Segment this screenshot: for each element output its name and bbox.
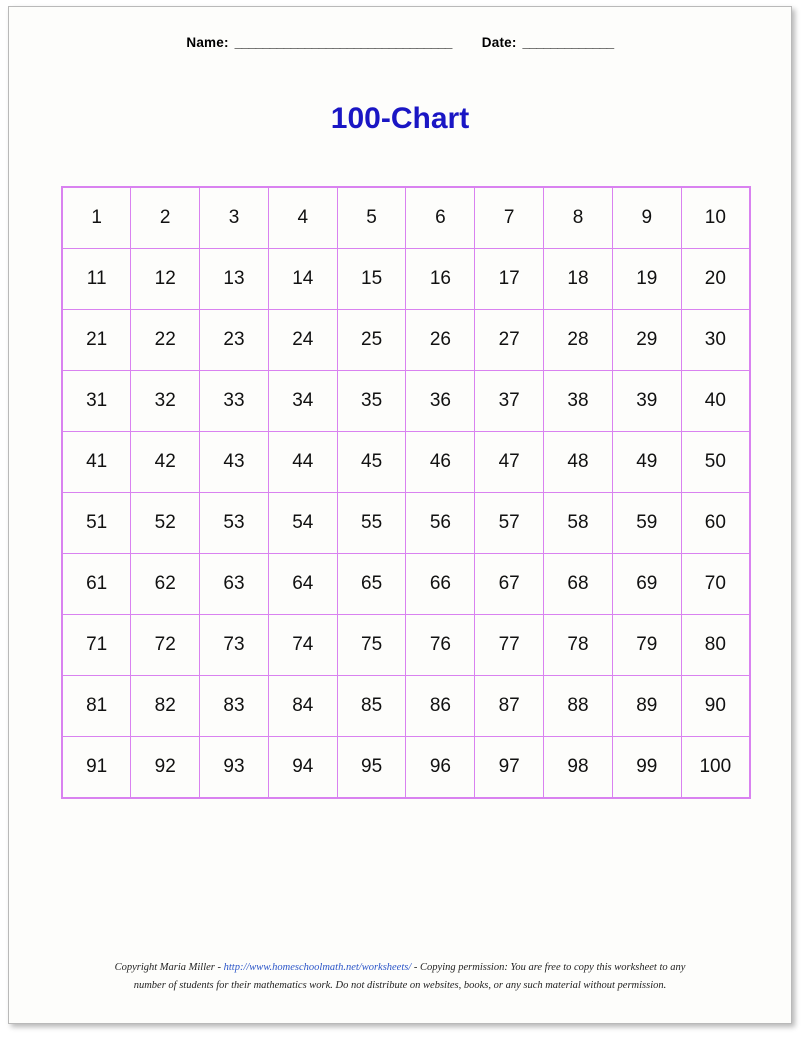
chart-cell[interactable]: 10 — [681, 187, 750, 249]
footer-line-two: number of students for their mathematics work. Do not distribute on websites, books, or any such material without permission. — [133, 980, 667, 992]
chart-cell[interactable]: 64 — [268, 554, 337, 615]
chart-cell[interactable]: 41 — [62, 432, 131, 493]
chart-cell[interactable]: 30 — [681, 310, 750, 371]
worksheets-link[interactable]: http://www.homeschoolmath.net/worksheets/ — [223, 962, 412, 974]
page-title: 100-Chart — [330, 102, 470, 135]
chart-cell[interactable]: 63 — [200, 554, 269, 615]
hundred-chart — [61, 186, 751, 799]
chart-cell[interactable]: 23 — [200, 310, 269, 371]
chart-cell[interactable]: 90 — [681, 676, 750, 737]
chart-cell[interactable]: 15 — [337, 249, 406, 310]
chart-cell[interactable]: 56 — [406, 493, 475, 554]
chart-cell[interactable]: 50 — [681, 432, 750, 493]
chart-cell[interactable]: 24 — [268, 310, 337, 371]
chart-cell[interactable]: 12 — [131, 249, 200, 310]
chart-cell[interactable]: 28 — [544, 310, 613, 371]
chart-cell[interactable]: 19 — [612, 249, 681, 310]
chart-cell[interactable]: 40 — [681, 371, 750, 432]
chart-cell[interactable]: 83 — [200, 676, 269, 737]
chart-cell[interactable]: 45 — [337, 432, 406, 493]
chart-cell[interactable]: 62 — [131, 554, 200, 615]
chart-cell[interactable]: 17 — [475, 249, 544, 310]
chart-cell[interactable]: 85 — [337, 676, 406, 737]
chart-cell[interactable]: 93 — [200, 737, 269, 799]
chart-cell[interactable]: 75 — [337, 615, 406, 676]
chart-cell[interactable]: 97 — [475, 737, 544, 799]
chart-cell[interactable]: 81 — [62, 676, 131, 737]
chart-cell[interactable]: 55 — [337, 493, 406, 554]
chart-cell[interactable]: 33 — [200, 371, 269, 432]
chart-cell[interactable]: 65 — [337, 554, 406, 615]
chart-cell[interactable]: 80 — [681, 615, 750, 676]
chart-cell[interactable]: 42 — [131, 432, 200, 493]
chart-cell[interactable]: 89 — [612, 676, 681, 737]
chart-cell[interactable]: 46 — [406, 432, 475, 493]
table-row — [62, 371, 750, 432]
chart-cell[interactable]: 67 — [475, 554, 544, 615]
chart-cell[interactable]: 86 — [406, 676, 475, 737]
chart-cell[interactable]: 16 — [406, 249, 475, 310]
name-blank-field[interactable]: _______________________________ — [234, 35, 452, 50]
chart-cell[interactable]: 84 — [268, 676, 337, 737]
chart-cell[interactable]: 53 — [200, 493, 269, 554]
chart-cell[interactable]: 70 — [681, 554, 750, 615]
table-row — [62, 493, 750, 554]
table-row — [62, 615, 750, 676]
chart-cell[interactable]: 69 — [612, 554, 681, 615]
table-row — [62, 737, 750, 799]
chart-cell[interactable]: 59 — [612, 493, 681, 554]
chart-cell[interactable]: 47 — [475, 432, 544, 493]
chart-cell[interactable]: 88 — [544, 676, 613, 737]
chart-cell[interactable]: 9 — [612, 187, 681, 249]
chart-cell[interactable]: 48 — [544, 432, 613, 493]
chart-cell[interactable]: 100 — [681, 737, 750, 799]
chart-body — [62, 187, 750, 798]
chart-cell[interactable]: 60 — [681, 493, 750, 554]
chart-cell[interactable]: 37 — [475, 371, 544, 432]
chart-cell[interactable]: 92 — [131, 737, 200, 799]
chart-cell[interactable]: 29 — [612, 310, 681, 371]
chart-cell[interactable]: 21 — [62, 310, 131, 371]
chart-cell[interactable]: 6 — [406, 187, 475, 249]
table-row — [62, 432, 750, 493]
chart-cell[interactable]: 91 — [62, 737, 131, 799]
copyright-footer — [49, 959, 751, 995]
name-label: Name: — [186, 35, 229, 50]
table-row — [62, 676, 750, 737]
chart-cell[interactable]: 34 — [268, 371, 337, 432]
chart-cell[interactable]: 14 — [268, 249, 337, 310]
hundred-chart-table — [61, 186, 751, 799]
chart-cell[interactable]: 71 — [62, 615, 131, 676]
chart-cell[interactable]: 36 — [406, 371, 475, 432]
chart-cell[interactable]: 18 — [544, 249, 613, 310]
table-row — [62, 187, 750, 249]
chart-cell[interactable]: 61 — [62, 554, 131, 615]
chart-cell[interactable]: 66 — [406, 554, 475, 615]
chart-cell[interactable]: 98 — [544, 737, 613, 799]
chart-cell[interactable]: 1 — [62, 187, 131, 249]
chart-cell[interactable]: 32 — [131, 371, 200, 432]
paper-sheet — [8, 6, 792, 1024]
chart-cell[interactable]: 13 — [200, 249, 269, 310]
footer-text-after-link: - Copying permission: You are free to copy this worksheet to any — [411, 962, 686, 974]
chart-cell[interactable]: 11 — [62, 249, 131, 310]
chart-cell[interactable]: 54 — [268, 493, 337, 554]
chart-cell[interactable]: 74 — [268, 615, 337, 676]
chart-cell[interactable]: 39 — [612, 371, 681, 432]
chart-cell[interactable]: 4 — [268, 187, 337, 249]
chart-cell[interactable]: 49 — [612, 432, 681, 493]
table-row — [62, 249, 750, 310]
chart-cell[interactable]: 31 — [62, 371, 131, 432]
chart-cell[interactable]: 20 — [681, 249, 750, 310]
table-row — [62, 554, 750, 615]
chart-cell[interactable]: 26 — [406, 310, 475, 371]
table-row — [62, 310, 750, 371]
chart-cell[interactable]: 22 — [131, 310, 200, 371]
chart-cell[interactable]: 58 — [544, 493, 613, 554]
chart-cell[interactable]: 82 — [131, 676, 200, 737]
date-label: Date: — [481, 35, 517, 50]
chart-cell[interactable]: 52 — [131, 493, 200, 554]
chart-cell[interactable]: 8 — [544, 187, 613, 249]
chart-cell[interactable]: 94 — [268, 737, 337, 799]
chart-cell[interactable]: 99 — [612, 737, 681, 799]
chart-cell[interactable]: 25 — [337, 310, 406, 371]
chart-cell[interactable]: 27 — [475, 310, 544, 371]
chart-cell[interactable]: 76 — [406, 615, 475, 676]
chart-cell[interactable]: 68 — [544, 554, 613, 615]
chart-cell[interactable]: 87 — [475, 676, 544, 737]
footer-text-before-link: Copyright Maria Miller - — [114, 962, 224, 974]
chart-cell[interactable]: 96 — [406, 737, 475, 799]
chart-cell[interactable]: 73 — [200, 615, 269, 676]
chart-cell[interactable]: 7 — [475, 187, 544, 249]
chart-cell[interactable]: 3 — [200, 187, 269, 249]
chart-cell[interactable]: 35 — [337, 371, 406, 432]
chart-cell[interactable]: 78 — [544, 615, 613, 676]
date-blank-field[interactable]: _____________ — [522, 35, 614, 50]
chart-cell[interactable]: 5 — [337, 187, 406, 249]
chart-cell[interactable]: 38 — [544, 371, 613, 432]
chart-cell[interactable]: 72 — [131, 615, 200, 676]
chart-cell[interactable]: 79 — [612, 615, 681, 676]
chart-cell[interactable]: 43 — [200, 432, 269, 493]
name-date-line — [9, 35, 791, 50]
chart-cell[interactable]: 2 — [131, 187, 200, 249]
chart-cell[interactable]: 57 — [475, 493, 544, 554]
chart-cell[interactable]: 44 — [268, 432, 337, 493]
chart-cell[interactable]: 77 — [475, 615, 544, 676]
chart-cell[interactable]: 51 — [62, 493, 131, 554]
chart-cell[interactable]: 95 — [337, 737, 406, 799]
